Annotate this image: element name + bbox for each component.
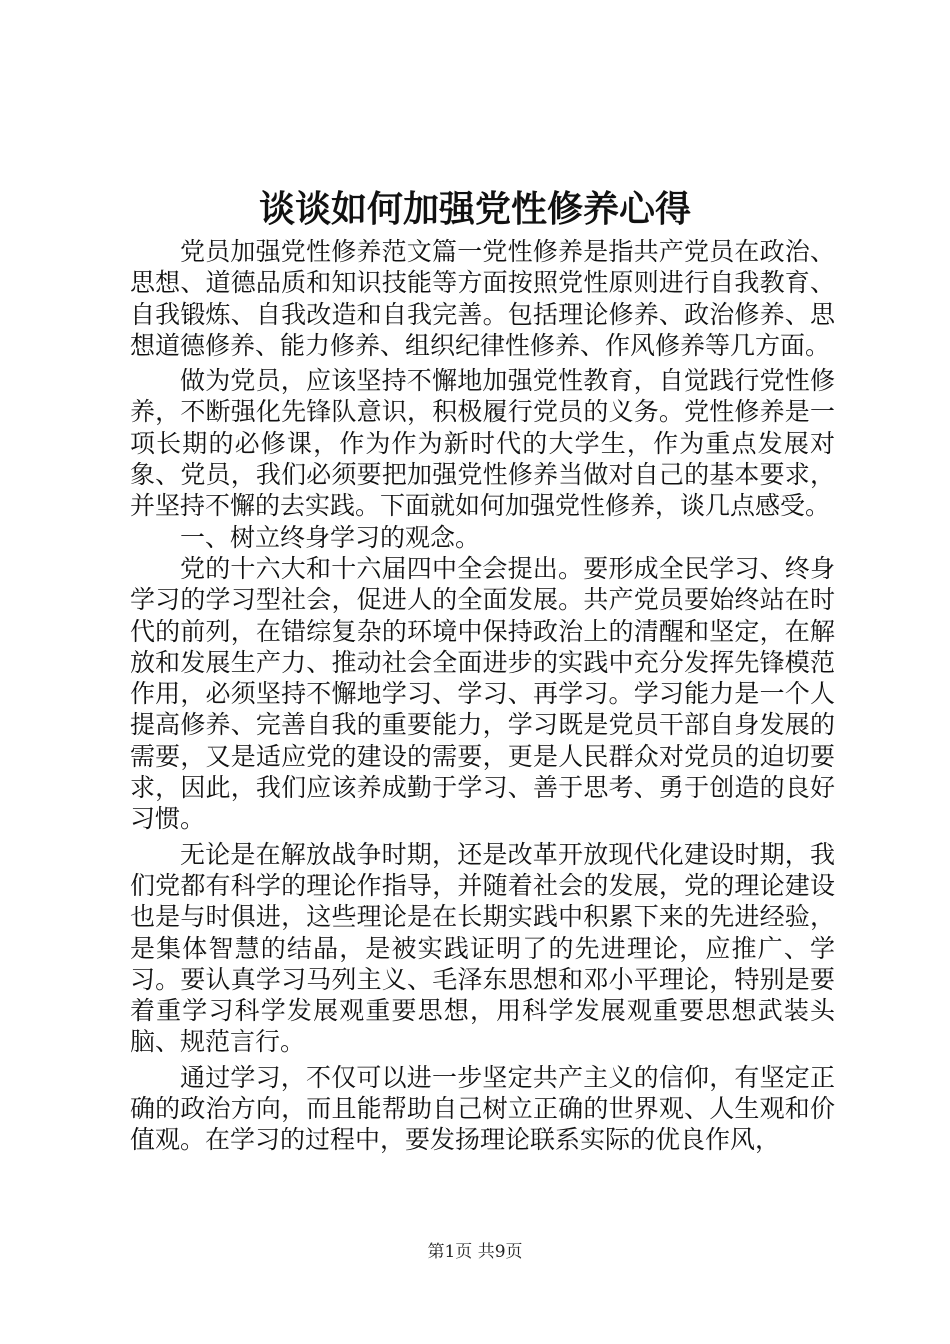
paragraph-1: 党员加强党性修养范文篇一党性修养是指共产党员在政治、思想、道德品质和知识技能等方面按照党性原则进行自我教育、自我锻炼、自我改造和自我完善。包括理论修养、政治修养、思想道德修养、能力修养、组织纪律性修养、作风修养等几方面。 xyxy=(130,237,835,360)
paragraph-2: 做为党员，应该坚持不懈地加强党性教育，自觉践行党性修养，不断强化先锋队意识，积极履行党员的义务。党性修养是一项长期的必修课，作为作为新时代的大学生，作为重点发展对象、党员，我们必须要把加强党性修养当做对自己的基本要求，并坚持不懈的去实践。下面就如何加强党性修养，谈几点感受。 xyxy=(130,366,835,521)
paragraph-4: 无论是在解放战争时期，还是改革开放现代化建设时期，我们党都有科学的理论作指导，并随着社会的发展，党的理论建设也是与时俱进，这些理论是在长期实践中积累下来的先进经验，是集体智慧的结晶，是被实践证明了的先进理论，应推广、学习。要认真学习马列主义、毛泽东思想和邓小平理论，特别是要着重学习科学发展观重要思想，用科学发展观重要思想武装头脑、规范言行。 xyxy=(130,839,835,1057)
document-body xyxy=(130,236,835,1156)
paragraph-3: 党的十六大和十六届四中全会提出。要形成全民学习、终身学习的学习型社会，促进人的全面发展。共产党员要始终站在时代的前列，在错综复杂的环境中保持政治上的清醒和坚定，在解放和发展生产力、推动社会全面进步的实践中充分发挥先锋模范作用，必须坚持不懈地学习、学习、再学习。学习能力是一个人提高修养、完善自我的重要能力，学习既是党员干部自身发展的需要，又是适应党的建设的需要，更是人民群众对党员的迫切要求，因此，我们应该养成勤于学习、善于思考、勇于创造的良好习惯。 xyxy=(130,553,835,834)
section-heading-1: 一、树立终身学习的观念。 xyxy=(180,522,481,552)
document-title: 谈谈如何加强党性修养心得 xyxy=(258,188,691,230)
paragraph-5: 通过学习，不仅可以进一步坚定共产主义的信仰，有坚定正确的政治方向，而且能帮助自己树立正确的世界观、人生观和价值观。在学习的过程中，要发扬理论联系实际的优良作风， xyxy=(130,1062,835,1155)
page-number-footer: 第1页 共9页 xyxy=(427,1242,523,1262)
